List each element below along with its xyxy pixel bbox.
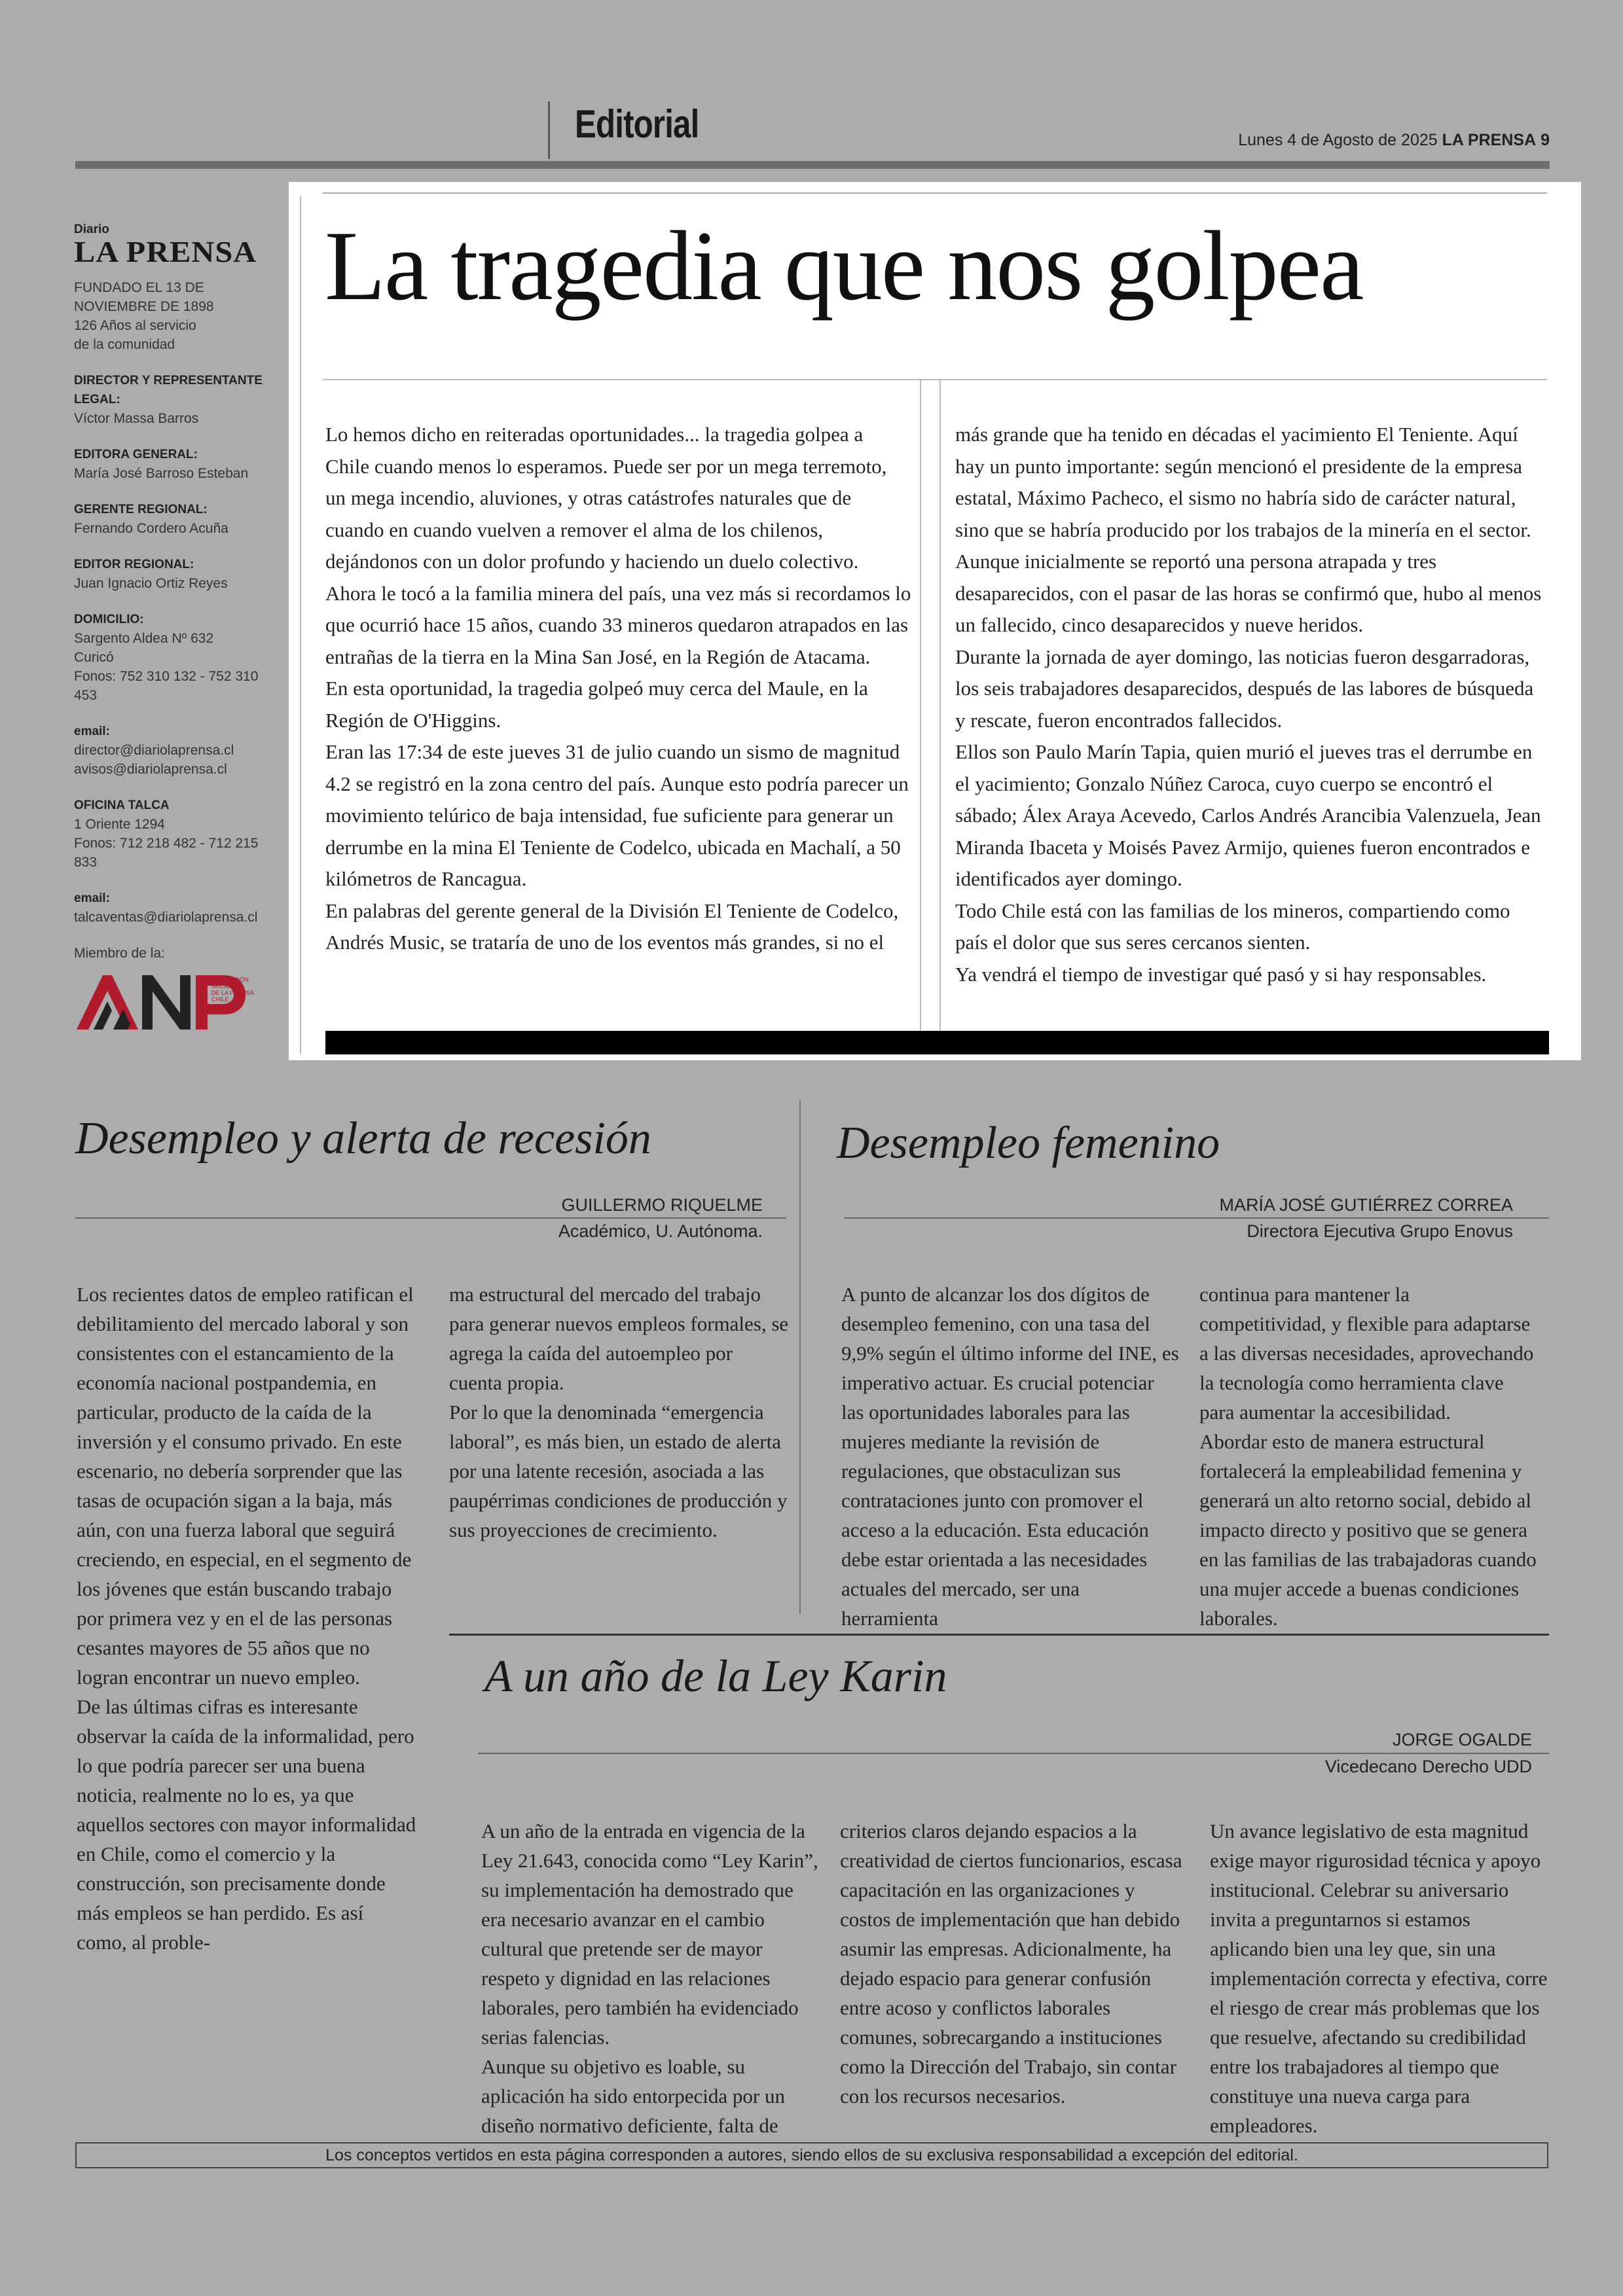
masthead-founded bbox=[74, 278, 283, 354]
anp-logo bbox=[74, 967, 270, 1033]
staff-label: GERENTE REGIONAL: bbox=[74, 503, 208, 516]
staff-label: DIRECTOR Y REPRESENTANTE LEGAL: bbox=[74, 374, 263, 406]
paragraph: Abordar esto de manera estructural fortalecerá la empleabilidad femenina y generará un alto retorno social, debido al impacto directo y positivo que se genera en las familias de las trabajadoras cuando una mujer accede a buenas condiciones laborales. bbox=[1199, 1430, 1537, 1630]
founded-line: FUNDADO EL 13 DE bbox=[74, 280, 204, 295]
paragraph: Ellos son Paulo Marín Tapia, quien murió el jueves tras el derrumbe en el yacimiento; Gonzalo Núñez Caroca, cuyo cuerpo se encontró el sábado; Álex Araya Acevedo, Carlos Andrés Arancibia Valenzuela, Jean Miranda Ibaceta y Moisés Pavez Armijo, quienes fueron encontrados e identificados ayer domingo. bbox=[955, 740, 1541, 890]
op3-rule bbox=[478, 1753, 1549, 1754]
masthead-brand: LA PRENSA bbox=[74, 235, 257, 268]
staff-list bbox=[74, 371, 283, 927]
paragraph: Durante la jornada de ayer domingo, las noticias fueron desgarradoras, los seis trabajadores desaparecidos, después de las labores de búsqueda y rescate, fueron encontrados fallecidos. bbox=[955, 645, 1534, 732]
paragraph: Un avance legislativo de esta magnitud exige mayor rigurosidad técnica y apoyo institucional. Celebrar su aniversario invita a preguntarnos si estamos aplicando bien una ley que, sin una implementación correcta y efectiva, corre el riesgo de crear más problemas que los que resuelve, afectando su credibilidad entre los trabajadores al tiempo que constituye una nueva carga para empleadores. bbox=[1210, 1820, 1548, 2137]
masthead-kicker: Diario bbox=[74, 223, 109, 236]
op3-column-3 bbox=[1210, 1816, 1550, 2140]
op2-author: MARÍA JOSÉ GUTIÉRREZ CORREA bbox=[1219, 1195, 1513, 1215]
op2-title: Desempleo femenino bbox=[837, 1118, 1220, 1168]
footer-disclaimer: Los conceptos vertidos en esta página corresponden a autores, siendo ellos de su exclusiva responsabilidad a excepción del editorial. bbox=[75, 2142, 1548, 2168]
op2-affiliation: Directora Ejecutiva Grupo Enovus bbox=[1247, 1221, 1513, 1241]
paragraph: Aunque inicialmente se reportó una persona atrapada y tres desaparecidos, con el pasar de las horas se confirmó que, hubo al menos un fallecido, cinco desaparecidos y nueve heridos. bbox=[955, 550, 1542, 636]
section-title: Editorial bbox=[575, 102, 699, 146]
staff-value: Fernando Cordero Acuña bbox=[74, 521, 228, 536]
anp-caption: NACIONAL bbox=[211, 983, 242, 990]
paragraph: En esta oportunidad, la tragedia golpeó muy cerca del Maule, en la Región de O'Higgins. bbox=[325, 677, 868, 732]
op2-column-2 bbox=[1199, 1280, 1540, 1633]
editorial-bottom-bar bbox=[325, 1031, 1549, 1054]
op1-column-1 bbox=[77, 1280, 417, 1957]
staff-label: EDITOR REGIONAL: bbox=[74, 558, 194, 571]
paragraph: criterios claros dejando espacios a la creatividad de ciertos funcionarios, escasa capacitación en las organizaciones y costos de implementación que han debido asumir las empresas. Adicionalmente, ha dejado espacio para generar confusión entre acoso y conflictos laborales comunes, sobrecargando a instituciones como la Dirección del Trabajo, sin contar con los recursos necesarios. bbox=[840, 1820, 1182, 2108]
staff-entry bbox=[74, 500, 283, 538]
op1-column-2 bbox=[449, 1280, 790, 1545]
staff-label: email: bbox=[74, 725, 110, 738]
founded-line: de la comunidad bbox=[74, 337, 175, 352]
staff-entry bbox=[74, 555, 283, 593]
column-rule bbox=[920, 380, 921, 1031]
paragraph: Ahora le tocó a la familia minera del país, una vez más si recordamos lo que ocurrió hace 15 años, cuando 33 mineros quedaron atrapados en las entrañas de la tierra en la Mina San José, en la Región de Atacama. bbox=[325, 581, 911, 668]
op1-rule bbox=[75, 1217, 786, 1219]
op3-column-1 bbox=[481, 1816, 818, 2140]
op3-author: JORGE OGALDE bbox=[1392, 1730, 1532, 1749]
op2-rule bbox=[845, 1217, 1549, 1219]
masthead bbox=[74, 223, 283, 963]
op3-column-2 bbox=[840, 1816, 1184, 2111]
paragraph: A un año de la entrada en vigencia de la Ley 21.643, conocida como “Ley Karin”, su implementación ha demostrado que era necesario avanzar en el cambio cultural que pretende ser de mayor respeto y dignidad en las relaciones laborales, pero también ha evidenciado serias falencias. bbox=[481, 1820, 818, 2049]
op1-author: GUILLERMO RIQUELME bbox=[561, 1195, 763, 1215]
op3-title: A un año de la Ley Karin bbox=[484, 1651, 947, 1702]
paragraph: Aunque su objetivo es loable, su aplicación ha sido entorpecida por un diseño normativo deficiente, falta de bbox=[481, 2055, 785, 2137]
editorial-column-2 bbox=[955, 419, 1548, 990]
paragraph: más grande que ha tenido en décadas el yacimiento El Teniente. Aquí hay un punto importante: según mencionó el presidente de la empresa estatal, Máximo Pacheco, el sismo no habría sido de carácter natural, sino que se habría producido por los trabajos de la minería en el sector. bbox=[955, 423, 1531, 541]
editorial-rule bbox=[323, 379, 1547, 380]
paragraph: ma estructural del mercado del trabajo para generar nuevos empleos formales, se agrega la caída del autoempleo por cuenta propia. bbox=[449, 1283, 789, 1394]
anp-caption: ASOCIACIÓN bbox=[211, 977, 249, 983]
staff-entry bbox=[74, 610, 283, 705]
paragraph: Ya vendrá el tiempo de investigar qué pasó y si hay responsables. bbox=[955, 962, 1487, 986]
staff-entry bbox=[74, 371, 283, 428]
staff-entry bbox=[74, 722, 283, 779]
issue-date: Lunes 4 de Agosto de 2025 bbox=[1238, 131, 1438, 149]
founded-line: NOVIEMBRE DE 1898 bbox=[74, 299, 214, 314]
staff-label: OFICINA TALCA bbox=[74, 798, 170, 812]
editorial-left-rule bbox=[300, 196, 301, 1054]
paragraph: En palabras del gerente general de la División El Teniente de Codelco, Andrés Music, se trataría de uno de los eventos más grandes, si no el bbox=[325, 899, 899, 954]
staff-value: 1 Oriente 1294 Fonos: 712 218 482 - 712 215 833 bbox=[74, 817, 259, 870]
member-label: Miembro de la: bbox=[74, 946, 165, 961]
staff-value: talcaventas@diariolaprensa.cl bbox=[74, 910, 258, 925]
editorial-top-rule bbox=[323, 192, 1547, 194]
opinion-divider bbox=[799, 1100, 801, 1614]
staff-value: Juan Ignacio Ortiz Reyes bbox=[74, 576, 228, 591]
header-rule bbox=[75, 161, 1550, 169]
header-date-line bbox=[1238, 131, 1550, 150]
editorial-headline: La tragedia que nos golpea bbox=[325, 211, 1363, 321]
op1-title: Desempleo y alerta de recesión bbox=[75, 1113, 651, 1164]
staff-label: email: bbox=[74, 891, 110, 905]
op1-affiliation: Académico, U. Autónoma. bbox=[558, 1221, 763, 1241]
staff-entry bbox=[74, 796, 283, 872]
section-divider bbox=[548, 101, 550, 159]
staff-entry bbox=[74, 889, 283, 927]
paper-name: LA PRENSA bbox=[1442, 131, 1537, 149]
op3-top-rule bbox=[449, 1634, 1549, 1636]
staff-value: María José Barroso Esteban bbox=[74, 466, 249, 481]
paragraph: De las últimas cifras es interesante observar la caída de la informalidad, pero lo que podría parecer ser una buena noticia, realmente no lo es, ya que aquellos sectores con mayor informalidad en Chile, como el comercio y la construcción, son precisamente donde más empleos se han perdido. Es así como, al proble- bbox=[77, 1695, 416, 1954]
page-number: 9 bbox=[1541, 131, 1550, 149]
paragraph: continua para mantener la competitividad, y flexible para adaptarse a las diversas necesidades, aprovechando la tecnología como herramienta clave para aumentar la accesibilidad. bbox=[1199, 1283, 1534, 1424]
staff-value: director@diariolaprensa.cl avisos@diariolaprensa.cl bbox=[74, 743, 234, 777]
column-rule bbox=[939, 380, 941, 1031]
paragraph: A punto de alcanzar los dos dígitos de desempleo femenino, con una tasa del 9,9% según el último informe del INE, es imperativo actuar. Es crucial potenciar las oportunidades laborales para las mujeres mediante la revisión de regulaciones, que obstaculizan sus contrataciones junto con promover el acceso a la educación. Esta educación debe estar orientada a las necesidades actuales del mercado, ser una herramienta bbox=[841, 1283, 1179, 1630]
op2-column-1 bbox=[841, 1280, 1180, 1633]
staff-label: DOMICILIO: bbox=[74, 613, 144, 626]
paragraph: Eran las 17:34 de este jueves 31 de julio cuando un sismo de magnitud 4.2 se registró en la zona centro del país. Aunque esto podría parecer un movimiento telúrico de baja intensidad, fue suficiente para generar un derrumbe en la mina El Teniente de Codelco, ubicada en Machalí, a 50 kilómetros de Rancagua. bbox=[325, 740, 909, 890]
founded-line: 126 Años al servicio bbox=[74, 318, 196, 333]
paragraph: Lo hemos dicho en reiteradas oportunidades... la tragedia golpea a Chile cuando menos lo esperamos. Puede ser por un mega terremoto, un mega incendio, aluviones, y otras catástrofes naturales que de cuando en cuando vuelven a remover el alma de los chilenos, dejándonos con un dolor profundo y haciendo un duelo colectivo. bbox=[325, 423, 887, 573]
paragraph: Por lo que la denominada “emergencia laboral”, es más bien, un estado de alerta por una latente recesión, asociada a las paupérrimas condiciones de producción y sus proyecciones de crecimiento. bbox=[449, 1401, 788, 1541]
staff-label: EDITORA GENERAL: bbox=[74, 448, 198, 461]
staff-value: Víctor Massa Barros bbox=[74, 411, 199, 426]
paragraph: Todo Chile está con las familias de los mineros, compartiendo como país el dolor que sus seres cercanos sienten. bbox=[955, 899, 1510, 954]
staff-entry bbox=[74, 445, 283, 483]
anp-caption: CHILE bbox=[211, 996, 229, 1003]
editorial-column-1 bbox=[325, 419, 911, 959]
staff-value: Sargento Aldea Nº 632 Curicó Fonos: 752 310 132 - 752 310 453 bbox=[74, 631, 259, 703]
paragraph: Los recientes datos de empleo ratifican el debilitamiento del mercado laboral y son consistentes con el estancamiento de la economía nacional postpandemia, en particular, producto de la caída de la inversión y el consumo privado. En este escenario, no debería sorprender que las tasas de ocupación sigan a la baja, más aún, con una fuerza laboral que seguirá creciendo, en especial, en el segmento de los jóvenes que están buscando trabajo por primera vez y en el de las personas cesantes mayores de 55 años que no logran encontrar un nuevo empleo. bbox=[77, 1283, 414, 1689]
anp-caption: DE LA PRENSA bbox=[211, 990, 255, 996]
op3-affiliation: Vicedecano Derecho UDD bbox=[1324, 1757, 1532, 1776]
